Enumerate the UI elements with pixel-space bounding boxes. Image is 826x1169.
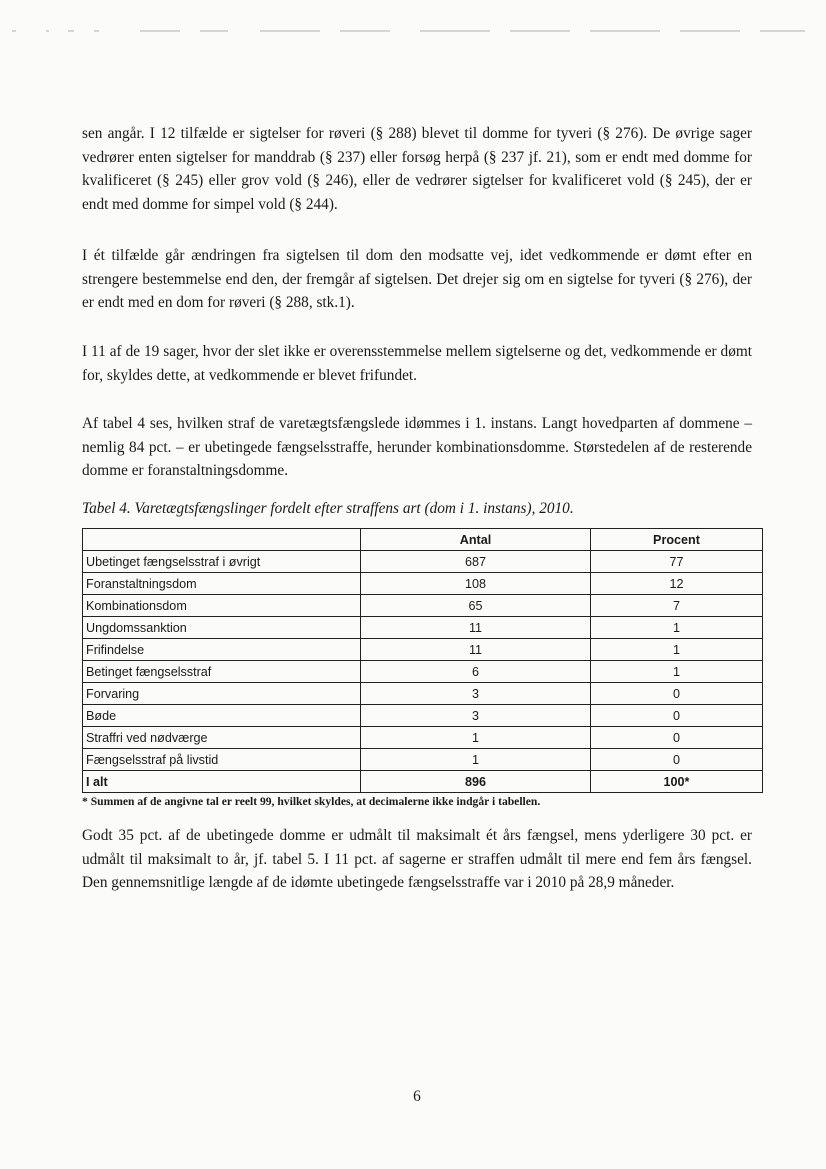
- row-label: Forvaring: [83, 683, 361, 705]
- total-label: I alt: [83, 771, 361, 793]
- row-antal: 11: [361, 617, 591, 639]
- total-antal: 896: [361, 771, 591, 793]
- sentence-type-table: [82, 528, 763, 793]
- row-antal: 3: [361, 683, 591, 705]
- table-row: [83, 573, 763, 595]
- row-antal: 11: [361, 639, 591, 661]
- paragraph-5: Godt 35 pct. af de ubetingede domme er udmålt til maksimalt ét års fængsel, mens yderligere 30 pct. er udmålt til maksimalt to år, jf. tabel 5. I 11 pct. af sagerne er straffen udmålt til mere end fem års fængsel. Den gennemsnitlige længde af de idømte ubetingede fængselsstraffe var i 2010 på 28,9 måneder.: [82, 827, 752, 891]
- row-label: Fængselsstraf på livstid: [83, 749, 361, 771]
- row-procent: 12: [591, 573, 763, 595]
- paragraph-2: I ét tilfælde går ændringen fra sigtelsen til dom den modsatte vej, idet vedkommende er dømt efter en strengere bestemmelse end den, der fremgår af sigtelsen. Det drejer sig om en sigtelse for tyveri (§ 276), der er endt med en dom for røveri (§ 288, stk.1).: [82, 247, 752, 311]
- row-label: Foranstaltningsdom: [83, 573, 361, 595]
- row-procent: 0: [591, 749, 763, 771]
- table-total-row: [83, 771, 763, 793]
- row-label: Frifindelse: [83, 639, 361, 661]
- row-label: Ungdomssanktion: [83, 617, 361, 639]
- row-antal: 1: [361, 749, 591, 771]
- row-procent: 77: [591, 551, 763, 573]
- table-footnote: * Summen af de angivne tal er reelt 99, hvilket skyldes, at decimalerne ikke indgår i tabellen.: [82, 795, 541, 808]
- header-antal: Antal: [361, 529, 591, 551]
- table-row: [83, 727, 763, 749]
- paragraph-4: Af tabel 4 ses, hvilken straf de varetægtsfængslede idømmes i 1. instans. Langt hovedparten af dommene – nemlig 84 pct. – er ubetingede fængselsstraffe, herunder kombinationsdomme. Størstedelen af de resterende domme er foranstaltningsdomme.: [82, 415, 752, 479]
- paragraph-1: sen angår. I 12 tilfælde er sigtelser for røveri (§ 288) blevet til domme for tyveri (§ 276). De øvrige sager vedrører enten sigtelser for manddrab (§ 237) eller forsøg herpå (§ 237 jf. 21), som er endt med domme for kvalificeret (§ 245) eller grov vold (§ 246), eller de vedrører sigtelser for kvalificeret vold (§ 245), der er endt med domme for simpel vold (§ 244).: [82, 125, 752, 213]
- header-procent: Procent: [591, 529, 763, 551]
- paragraph-3: I 11 af de 19 sager, hvor der slet ikke er overensstemmelse mellem sigtelserne og det, vedkommende er dømt for, skyldes dette, at vedkommende er blevet frifundet.: [82, 343, 752, 384]
- total-procent: 100*: [591, 771, 763, 793]
- row-antal: 108: [361, 573, 591, 595]
- row-procent: 1: [591, 639, 763, 661]
- table-header-row: [83, 529, 763, 551]
- row-label: Ubetinget fængselsstraf i øvrigt: [83, 551, 361, 573]
- row-antal: 6: [361, 661, 591, 683]
- row-procent: 0: [591, 683, 763, 705]
- page-number: 6: [413, 1088, 421, 1105]
- row-procent: 1: [591, 617, 763, 639]
- table-row: [83, 639, 763, 661]
- table-row: [83, 749, 763, 771]
- row-antal: 1: [361, 727, 591, 749]
- row-procent: 1: [591, 661, 763, 683]
- table-caption: Tabel 4. Varetægtsfængslinger fordelt efter straffens art (dom i 1. instans), 2010.: [82, 500, 574, 517]
- header-category: [83, 529, 361, 551]
- row-antal: 3: [361, 705, 591, 727]
- table-row: [83, 595, 763, 617]
- table-row: [83, 617, 763, 639]
- row-antal: 687: [361, 551, 591, 573]
- scan-artifacts: [10, 30, 810, 34]
- row-procent: 7: [591, 595, 763, 617]
- table-row: [83, 661, 763, 683]
- table-row: [83, 683, 763, 705]
- row-label: Bøde: [83, 705, 361, 727]
- table-row: [83, 551, 763, 573]
- row-procent: 0: [591, 705, 763, 727]
- row-label: Straffri ved nødværge: [83, 727, 361, 749]
- row-label: Betinget fængselsstraf: [83, 661, 361, 683]
- table-row: [83, 705, 763, 727]
- row-procent: 0: [591, 727, 763, 749]
- row-label: Kombinationsdom: [83, 595, 361, 617]
- row-antal: 65: [361, 595, 591, 617]
